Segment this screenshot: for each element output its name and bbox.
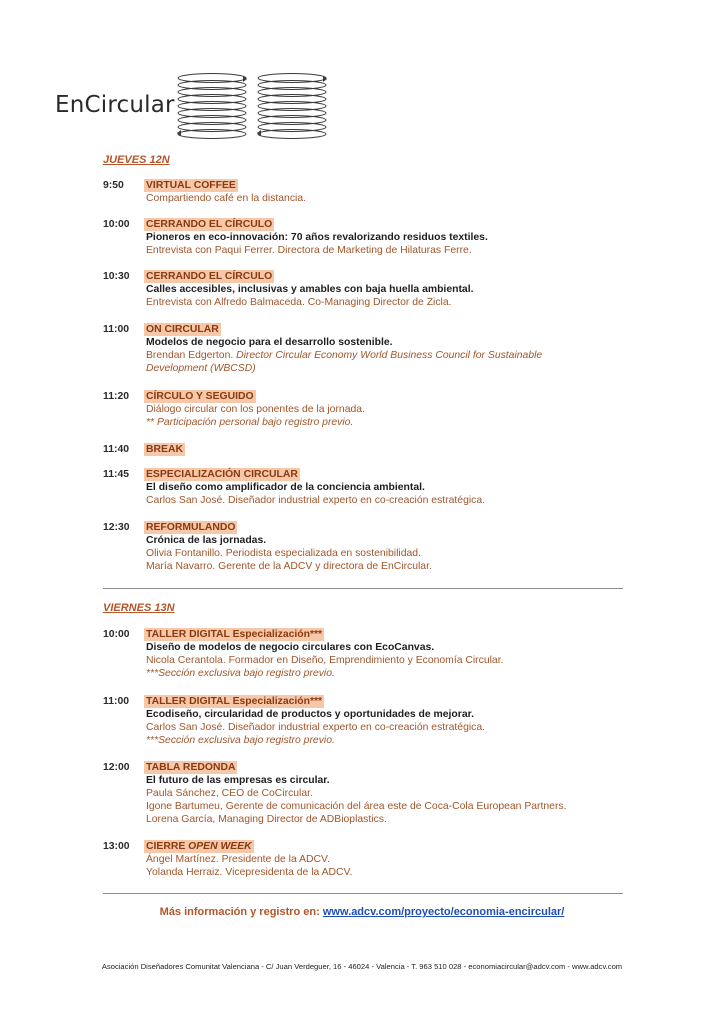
item-title: TALLER DIGITAL Especialización*** <box>146 629 323 640</box>
item-title-emphasis: OPEN WEEK <box>188 841 252 852</box>
speaker-role-cont: Development (WBCSD) <box>146 363 256 374</box>
item-subtitle: Pioneros en eco-innovación: 70 años revalorizando residuos textiles. <box>146 232 488 243</box>
section-divider <box>103 893 623 894</box>
speaker-role: Director Circular Economy World Business Council for Sustainable <box>236 350 543 361</box>
item-title: ESPECIALIZACIÓN CIRCULAR <box>146 469 298 480</box>
footer-contact: Asociación Diseñadores Comunitat Valenciana - C/ Juan Verdeguer, 16 - 46024 - Valencia - T. 963 510 028 - economiacircular@adcv.com - www.adcv.com <box>101 962 623 971</box>
section-divider <box>103 588 623 589</box>
item-note: ** Participación personal bajo registro previo. <box>146 417 354 428</box>
item-time: 11:00 <box>103 324 130 335</box>
item-time: 10:00 <box>103 629 130 640</box>
item-time: 10:30 <box>103 271 130 282</box>
item-time: 11:20 <box>103 391 130 402</box>
item-title: CÍRCULO Y SEGUIDO <box>146 391 254 402</box>
item-subtitle: Crónica de las jornadas. <box>146 535 267 546</box>
item-title: BREAK <box>146 444 183 455</box>
item-time: 13:00 <box>103 841 130 852</box>
item-time: 11:45 <box>103 469 130 480</box>
item-title: TALLER DIGITAL Especialización*** <box>146 696 323 707</box>
item-subtitle: El diseño como amplificador de la conciencia ambiental. <box>146 482 425 493</box>
item-time: 12:00 <box>103 762 130 773</box>
day-heading-jueves: JUEVES 12N <box>103 154 170 166</box>
item-time: 12:30 <box>103 522 130 533</box>
item-line: Ángel Martínez. Presidente de la ADCV. <box>146 854 330 865</box>
item-line: Nicola Cerantola. Formador en Diseño, Emprendimiento y Economía Circular. <box>146 655 504 666</box>
item-title: TABLA REDONDA <box>146 762 236 773</box>
circular-coil-logo-icon <box>172 70 352 142</box>
item-line: Paula Sánchez, CEO de CoCircular. <box>146 788 313 799</box>
item-line: Carlos San José. Diseñador industrial experto en co-creación estratégica. <box>146 495 486 506</box>
item-line: Lorena García, Managing Director de ADBioplastics. <box>146 814 387 825</box>
item-line <box>146 349 606 362</box>
item-line: Igone Bartumeu, Gerente de comunicación del área este de Coca-Cola European Partners. <box>146 801 567 812</box>
item-time: 10:00 <box>103 219 130 230</box>
item-title: CERRANDO EL CÍRCULO <box>146 271 273 282</box>
item-line: Entrevista con Alfredo Balmaceda. Co-Managing Director de Zicla. <box>146 297 452 308</box>
item-time: 9:50 <box>103 180 124 191</box>
more-info-label: Más información y registro en: <box>159 906 320 918</box>
item-line: Diálogo circular con los ponentes de la jornada. <box>146 404 365 415</box>
item-subtitle: El futuro de las empresas es circular. <box>146 775 330 786</box>
item-time: 11:40 <box>103 444 130 455</box>
item-line: Carlos San José. Diseñador industrial experto en co-creación estratégica. <box>146 722 486 733</box>
item-title: CERRANDO EL CÍRCULO <box>146 219 273 230</box>
item-title: VIRTUAL COFFEE <box>146 180 236 191</box>
item-note: ***Sección exclusiva bajo registro previo. <box>146 668 335 679</box>
day-heading-viernes: VIERNES 13N <box>103 602 175 614</box>
item-subtitle: Calles accesibles, inclusivas y amables con baja huella ambiental. <box>146 284 474 295</box>
item-title: ON CIRCULAR <box>146 324 219 335</box>
item-title: REFORMULANDO <box>146 522 236 533</box>
item-subtitle: Ecodiseño, circularidad de productos y oportunidades de mejorar. <box>146 709 474 720</box>
item-line: Yolanda Herraiz. Vicepresidenta de la ADCV. <box>146 867 353 878</box>
item-line: Entrevista con Paqui Ferrer. Directora de Marketing de Hilaturas Ferre. <box>146 245 472 256</box>
item-title <box>144 840 254 853</box>
logo-text: EnCircular <box>55 92 175 118</box>
more-info-link[interactable]: www.adcv.com/proyecto/economia-encircular/ <box>322 906 565 918</box>
item-subtitle: Diseño de modelos de negocio circulares con EcoCanvas. <box>146 642 435 653</box>
item-line: Olivia Fontanillo. Periodista especializada en sostenibilidad. <box>146 548 421 559</box>
speaker-name: Brendan Edgerton. <box>146 350 234 361</box>
item-time: 11:00 <box>103 696 130 707</box>
item-note: ***Sección exclusiva bajo registro previo. <box>146 735 335 746</box>
item-line: Compartiendo café en la distancia. <box>146 193 306 204</box>
item-line: María Navarro. Gerente de la ADCV y directora de EnCircular. <box>146 561 432 572</box>
item-subtitle: Modelos de negocio para el desarrollo sostenible. <box>146 337 393 348</box>
item-line <box>146 362 606 375</box>
item-title-plain: CIERRE <box>146 841 186 852</box>
more-info <box>0 906 724 918</box>
